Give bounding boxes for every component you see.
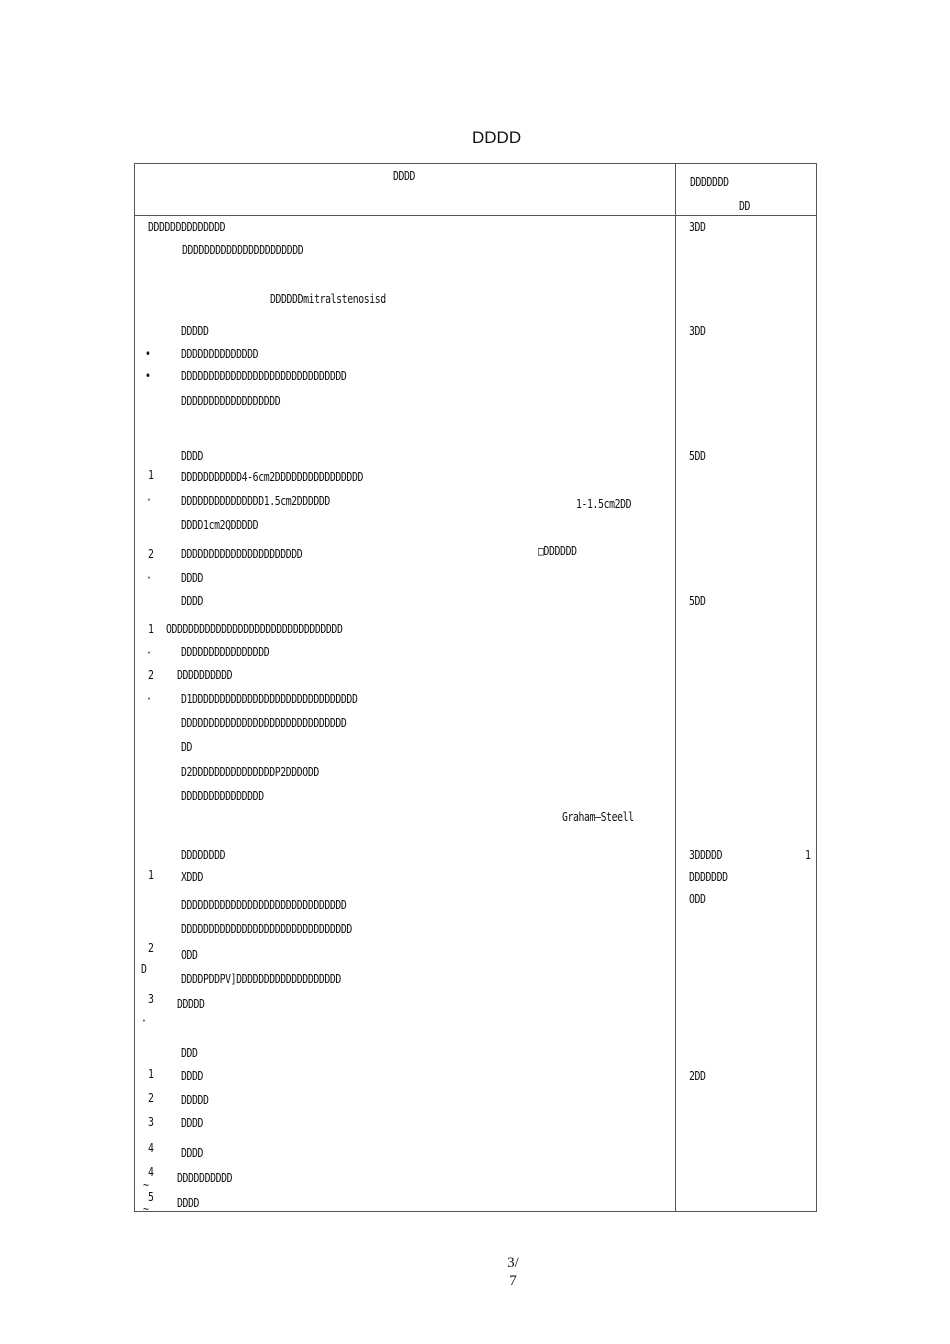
- list-marker: 2: [148, 668, 154, 682]
- row-text: DDDDDDDDDDDDDDDDDDDDDDDDDDDDDDD: [181, 922, 352, 936]
- row-text: DDDDDDDDDDDDDDD1.5cm2DDDDDD: [181, 494, 330, 508]
- list-marker: 2: [148, 547, 154, 561]
- list-marker: ·: [146, 692, 152, 706]
- row-text: DDDDDDDDDDDDDDDDDDDDDDDDDDDDDD: [181, 898, 347, 912]
- row-text: DDDDDDmitralstenosisd: [270, 292, 386, 306]
- list-marker: 1: [148, 468, 154, 482]
- row-text: DDDDDDDDDDDDDDDDDDDDDD: [181, 547, 303, 561]
- row-text: DDDD: [181, 594, 204, 608]
- row-score: 5DD: [689, 449, 706, 463]
- row-score: 3DD: [689, 220, 706, 234]
- row-score: 3DDDDD: [689, 848, 723, 862]
- row-text: DD: [181, 740, 193, 754]
- row-text: DDDDDDDDDDDDDD: [148, 220, 226, 234]
- row-text: DDDD: [181, 1069, 204, 1083]
- list-marker: 3: [148, 992, 154, 1006]
- row-text: DDDDPDDPV]DDDDDDDDDDDDDDDDDDD: [181, 972, 341, 986]
- list-marker: 3: [148, 1115, 154, 1129]
- list-marker: 2: [148, 941, 154, 955]
- row-score: 3DD: [689, 324, 706, 338]
- row-text: DDDDDDDDDDDDDDDD: [181, 645, 270, 659]
- row-text: DDDDD: [177, 997, 205, 1011]
- row-text: DDDDDDDDDDDDDDDDDDDDDDDDDDDDDD: [181, 369, 347, 383]
- row-text: DDD: [181, 1046, 198, 1060]
- row-score: DDDDDDD: [689, 870, 728, 884]
- row-text: DDDDDDDDDD: [177, 1171, 233, 1185]
- row-text: DDDD: [177, 1196, 200, 1210]
- page-number-bottom: 7: [509, 1273, 517, 1289]
- row-text: DDDDDDDDDDDDDDDDDD: [181, 394, 281, 408]
- list-marker: ·: [146, 646, 152, 660]
- row-score: 5DD: [689, 594, 706, 608]
- header-score-line1: DDDDDDD: [690, 175, 729, 189]
- row-text: DDDDDDDDDDDDDDDDDDDDDD: [182, 243, 304, 257]
- list-marker: ·: [146, 571, 152, 585]
- list-marker: ·: [146, 493, 152, 507]
- list-marker: 1: [148, 1067, 154, 1081]
- page-number: [503, 1254, 523, 1290]
- row-text: □DDDDDD: [538, 544, 577, 558]
- list-marker: 4: [148, 1141, 154, 1155]
- list-marker: 1: [148, 622, 154, 636]
- list-marker: 1: [148, 868, 154, 882]
- header-score-line2: DD: [739, 199, 751, 213]
- bullet-marker: •: [145, 369, 151, 383]
- page-number-top: 3/: [507, 1255, 519, 1271]
- row-text: DDDDDDDDDDDDDDDDDDDDDDDDDDDDDD: [181, 716, 347, 730]
- row-text: DDDDD: [181, 1093, 209, 1107]
- row-score: ODD: [689, 892, 706, 906]
- row-text: DDDD: [181, 1116, 204, 1130]
- bullet-marker: •: [145, 347, 151, 361]
- row-text: ODD: [181, 948, 198, 962]
- header-content: DDDD: [393, 169, 416, 183]
- row-score: 2DD: [689, 1069, 706, 1083]
- list-marker: ~: [143, 1202, 149, 1216]
- list-marker: D: [141, 962, 147, 976]
- row-text: D2DDDDDDDDDDDDDDDP2DDDODD: [181, 765, 319, 779]
- list-marker: ~: [143, 1178, 149, 1192]
- row-text: DDDDDDDDDDDDDD: [181, 347, 259, 361]
- page-title: DDDD: [472, 128, 522, 147]
- row-text: DDDD: [181, 571, 204, 585]
- row-text: XDDD: [181, 870, 204, 884]
- row-text: Graham–Steell: [562, 810, 634, 824]
- row-text: DDDDDDDDDDD4-6cm2DDDDDDDDDDDDDDDD: [181, 470, 363, 484]
- row-text: DDDDDDDDDDDDDDD: [181, 789, 264, 803]
- list-marker: 4: [148, 1165, 154, 1179]
- row-text: DDDDDDDDDD: [177, 668, 233, 682]
- list-marker: ·: [141, 1014, 147, 1028]
- row-text: 1-1.5cm2DD: [576, 497, 632, 511]
- row-text: D1DDDDDDDDDDDDDDDDDDDDDDDDDDDDDD: [181, 692, 358, 706]
- row-text: DDDD: [181, 449, 204, 463]
- row-text: DDDDD: [181, 324, 209, 338]
- row-text: DDDDDDDD: [181, 848, 226, 862]
- row-text: ODDDDDDDDDDDDDDDDDDDDDDDDDDDDDDD: [166, 622, 343, 636]
- list-marker: 5: [148, 1190, 154, 1204]
- row-score: 1: [805, 848, 811, 862]
- row-text: DDDD1cm2QDDDDD: [181, 518, 259, 532]
- list-marker: 2: [148, 1091, 154, 1105]
- row-text: DDDD: [181, 1146, 204, 1160]
